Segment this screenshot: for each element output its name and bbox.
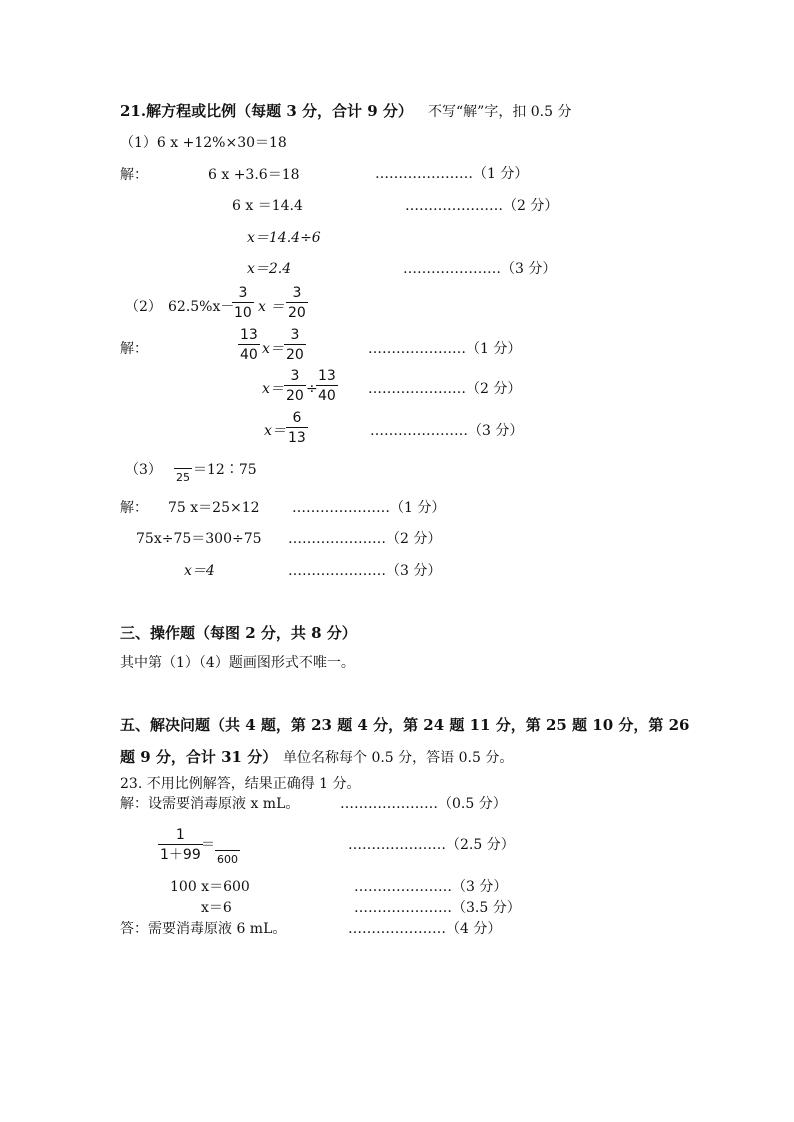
problem-2-score-2: …………………（2 分） xyxy=(368,381,522,397)
numerator: 13 xyxy=(240,327,258,343)
q23-score-3: …………………（3 分） xyxy=(354,879,508,895)
problem-2-score-1: …………………（1 分） xyxy=(368,341,522,357)
problem-2-fraction-3-10 xyxy=(232,286,254,320)
problem-3-step-3: x＝4 xyxy=(184,563,215,579)
q23-header: 23. 不用比例解答，结果正确得 1 分。 xyxy=(120,776,361,792)
problem-1-score-4: …………………（3 分） xyxy=(403,261,557,277)
numerator: 3 xyxy=(284,369,306,386)
problem-1-jie: 解： xyxy=(120,167,148,183)
numerator: 1 xyxy=(158,828,203,845)
problem-2-step-2-prefix: x＝ xyxy=(262,381,284,397)
problem-2-step-3-fraction-6-13 xyxy=(286,411,308,445)
section-3-title: 三、操作题（每图 2 分，共 8 分） xyxy=(120,624,357,642)
problem-1-score-1: …………………（1 分） xyxy=(375,166,529,182)
problem-2-step-2-divide: ÷ xyxy=(306,381,318,397)
q23-equals: ＝ xyxy=(201,837,215,853)
section-5-title-line-1: 五、解决问题（共 4 题，第 23 题 4 分，第 24 题 11 分，第 25 题 10 分，第 26 xyxy=(120,716,690,734)
problem-2-step-2-fraction-3-20 xyxy=(284,369,306,403)
problem-3-score-2: …………………（2 分） xyxy=(288,531,442,547)
q23-score-5: …………………（4 分） xyxy=(348,921,502,937)
problem-2-question-mid: x ＝ xyxy=(258,299,285,315)
denominator: 20 xyxy=(288,305,306,321)
problem-3-score-3: …………………（3 分） xyxy=(288,563,442,579)
problem-3-label: （3） xyxy=(125,462,162,478)
denominator: 10 xyxy=(234,305,252,321)
numerator: 3 xyxy=(284,328,306,345)
problem-2-label: （2） xyxy=(125,299,162,315)
problem-3-jie: 解： xyxy=(120,500,148,516)
denominator: 20 xyxy=(286,347,304,363)
problem-3-step-2: 75x÷75＝300÷75 xyxy=(136,531,262,547)
problem-1-step-1: 6 x +3.6＝18 xyxy=(208,167,300,183)
problem-3-score-1: …………………（1 分） xyxy=(292,500,446,516)
problem-2-step-1-fraction-13-40 xyxy=(238,328,260,362)
problem-1-step-4: x＝2.4 xyxy=(247,261,292,277)
denominator: 40 xyxy=(240,347,258,363)
q23-score-2: …………………（2.5 分） xyxy=(348,837,515,853)
numerator: 13 xyxy=(318,368,336,384)
denominator: 13 xyxy=(288,430,306,446)
problem-3-fraction-blank-25 xyxy=(174,456,192,483)
denominator: 25 xyxy=(176,471,190,484)
section-3-text: 其中第（1）（4）题画图形式不唯一。 xyxy=(120,655,355,671)
section-21-title: 21.解方程或比例（每题 3 分，合计 9 分） xyxy=(120,102,413,120)
problem-1-step-3: x＝14.4÷6 xyxy=(247,230,321,246)
problem-1-step-2: 6 x ＝14.4 xyxy=(232,198,303,214)
q23-step-1: 解：设需要消毒原液 x mL。 xyxy=(120,796,300,812)
problem-3-step-1: 75 x＝25×12 xyxy=(168,500,260,516)
problem-2-jie: 解： xyxy=(120,341,148,357)
denominator: 1＋99 xyxy=(160,847,201,863)
section-21-note: 不写“解”字，扣 0.5 分 xyxy=(428,104,572,120)
q23-fraction-blank-600 xyxy=(215,838,240,865)
numerator-blank xyxy=(174,456,192,469)
problem-2-question-left: 62.5%x－ xyxy=(168,299,235,315)
problem-2-step-1-mid: x＝ xyxy=(262,341,284,357)
q23-step-3: 100 x＝600 xyxy=(170,879,250,895)
numerator: 3 xyxy=(286,286,308,303)
problem-3-question-rest: ＝12∶75 xyxy=(193,462,257,478)
problem-2-step-1-fraction-3-20 xyxy=(284,328,306,362)
section-5-title-line-2: 题 9 分，合计 31 分） xyxy=(120,748,278,766)
denominator: 20 xyxy=(286,388,304,404)
problem-2-score-3: …………………（3 分） xyxy=(370,423,524,439)
problem-2-fraction-3-20 xyxy=(286,286,308,320)
problem-2-step-3-prefix: x＝ xyxy=(264,423,286,439)
problem-1-question: （1）6 x +12%×30＝18 xyxy=(120,135,287,151)
denominator: 600 xyxy=(217,853,238,866)
q23-step-4: x＝6 xyxy=(201,900,232,916)
q23-score-4: …………………（3.5 分） xyxy=(354,900,521,916)
q23-score-1: …………………（0.5 分） xyxy=(340,796,507,812)
numerator: 3 xyxy=(232,286,254,303)
problem-1-score-2: …………………（2 分） xyxy=(405,198,559,214)
q23-fraction-1-over-1-plus-99 xyxy=(158,828,203,862)
numerator: 6 xyxy=(286,411,308,428)
problem-2-step-2-fraction-13-40 xyxy=(316,369,338,403)
numerator-blank xyxy=(215,838,240,851)
denominator: 40 xyxy=(318,388,336,404)
section-5-note: 单位名称每个 0.5 分，答语 0.5 分。 xyxy=(283,750,514,766)
q23-answer: 答：需要消毒原液 6 mL。 xyxy=(120,921,287,937)
